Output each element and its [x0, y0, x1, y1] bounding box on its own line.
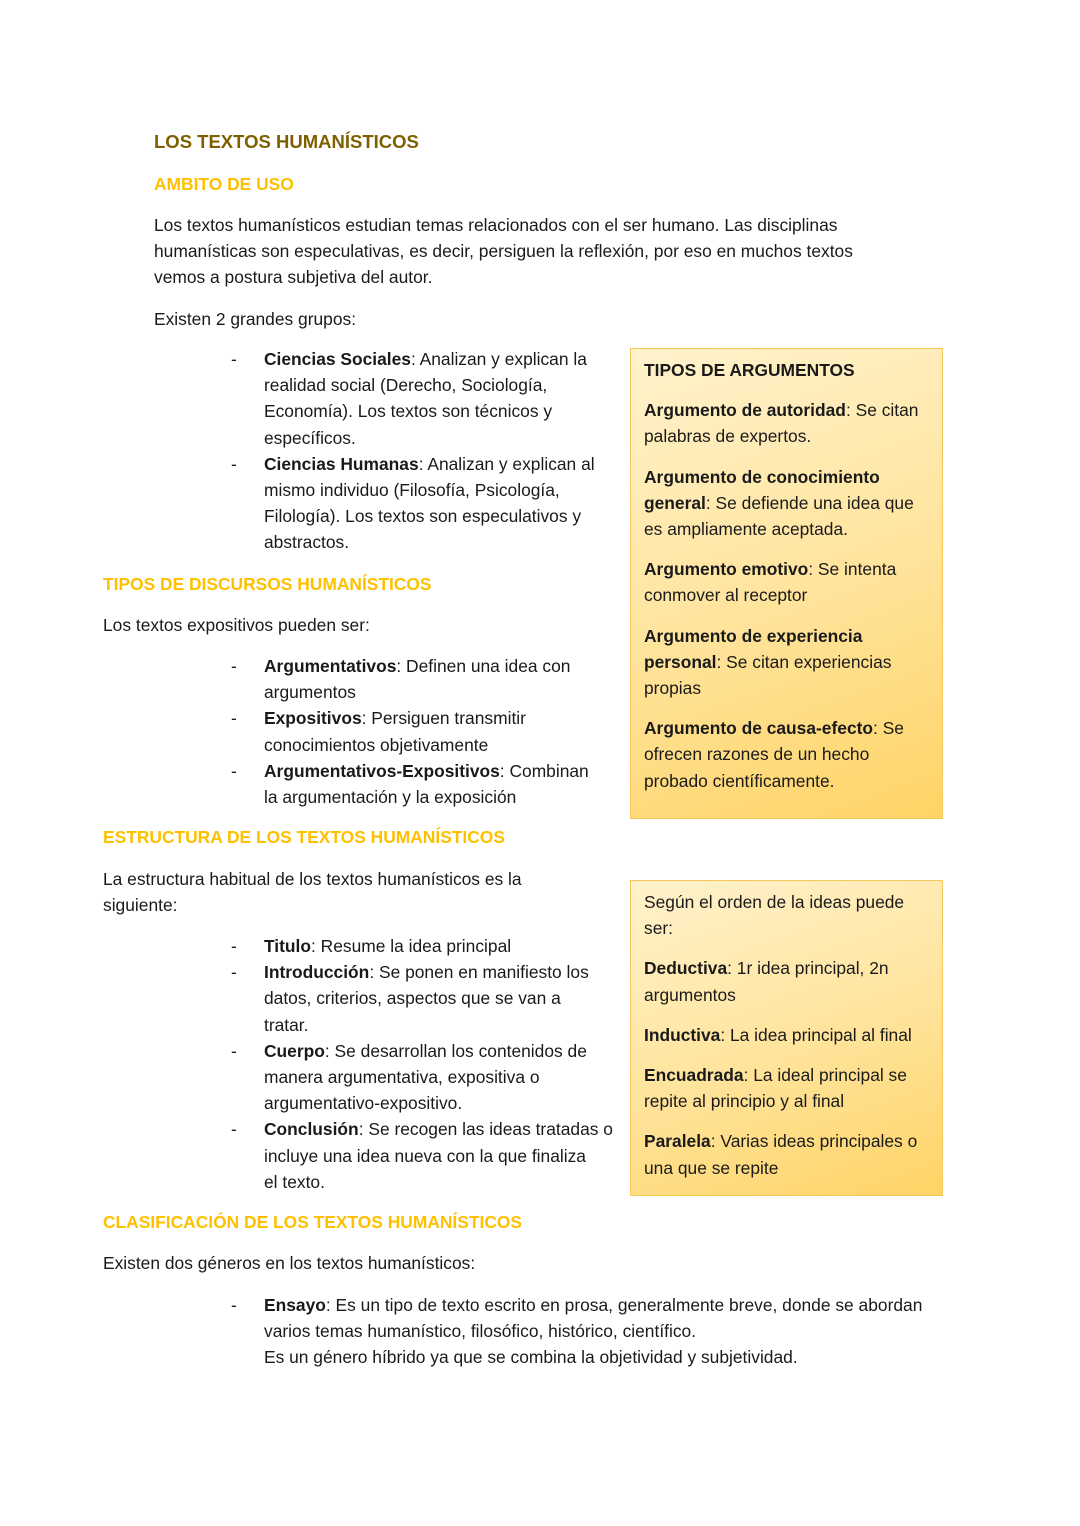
- item-term: Ciencias Humanas: [264, 453, 419, 474]
- entry-text-line: una que se repite: [644, 1157, 779, 1178]
- dash-bullet: -: [231, 1040, 237, 1061]
- dash-bullet: -: [231, 708, 237, 729]
- entry-text-line: repite al principio y al final: [644, 1091, 845, 1112]
- clasificacion-list: [231, 1292, 984, 1371]
- text-line: Los textos humanísticos estudian temas relacionados con el ser humano. Las disciplinas: [154, 215, 838, 235]
- list-item: [231, 1038, 624, 1117]
- entry-term: Argumento de experiencia: [644, 625, 863, 646]
- entry-term: Argumento emotivo: [644, 559, 809, 580]
- page-title: LOS TEXTOS HUMANÍSTICOS: [154, 131, 419, 152]
- item-text-line: Es un género híbrido ya que se combina la objetividad y subjetividad.: [264, 1347, 798, 1368]
- item-term: Titulo: [264, 936, 312, 956]
- box-heading: TIPOS DE ARGUMENTOS: [644, 360, 855, 380]
- entry-term: Argumento de autoridad: [644, 400, 846, 421]
- box-entry: [644, 1062, 929, 1114]
- item-term: Introducción: [264, 962, 370, 983]
- list-item: [231, 451, 614, 556]
- item-text: : Analizan y explican la: [410, 349, 587, 369]
- tipos-discursos-intro: Los textos expositivos pueden ser:: [103, 615, 370, 635]
- item-text-line: datos, criterios, aspectos que se van a: [264, 988, 561, 1009]
- heading-ambito: AMBITO DE USO: [154, 174, 294, 194]
- item-text-line: realidad social (Derecho, Sociología,: [264, 375, 548, 396]
- box-entry: [644, 1022, 929, 1048]
- item-text: : Combinan: [499, 760, 589, 781]
- entry-text-line: conmover al receptor: [644, 585, 808, 606]
- item-text: : Resume la idea principal: [311, 936, 512, 956]
- item-text: : Se recogen las ideas tratadas o: [358, 1119, 613, 1140]
- dash-bullet: -: [231, 349, 237, 369]
- list-item: [231, 346, 614, 451]
- text-line: vemos a postura subjetiva del autor.: [154, 267, 433, 288]
- item-text: : Es un tipo de texto escrito en prosa, generalmente breve, donde se abordan: [325, 1295, 923, 1315]
- box-entry: [644, 397, 929, 449]
- heading-estructura: ESTRUCTURA DE LOS TEXTOS HUMANÍSTICOS: [103, 827, 505, 847]
- item-text: : Analizan y explican al: [418, 453, 595, 474]
- dash-bullet: -: [231, 656, 237, 676]
- item-text-line: conocimientos objetivamente: [264, 734, 489, 755]
- item-term: Ensayo: [264, 1295, 326, 1315]
- list-item: [231, 1292, 984, 1371]
- entry-text: : Se citan: [845, 400, 919, 421]
- heading-clasificacion: CLASIFICACIÓN DE LOS TEXTOS HUMANÍSTICOS: [103, 1212, 523, 1232]
- entry-term: Inductiva: [644, 1024, 721, 1045]
- dash-bullet: -: [231, 760, 237, 781]
- entry-text: : Varias ideas principales o: [710, 1131, 918, 1152]
- list-item: [231, 758, 614, 810]
- item-text: : Se desarrollan los contenidos de: [324, 1040, 587, 1061]
- entry-text-line: propias: [644, 678, 702, 699]
- list-item: [231, 933, 624, 959]
- tipos-argumentos-box: [630, 348, 943, 819]
- entry-text-line: ofrecen razones de un hecho: [644, 744, 870, 765]
- entry-text: : 1r idea principal, 2n: [727, 958, 889, 979]
- item-text-line: argumentos: [264, 682, 356, 703]
- orden-ideas-box: [630, 880, 943, 1196]
- item-term: Ciencias Sociales: [264, 349, 411, 369]
- box-entry: [644, 556, 929, 608]
- entry-text-line: probado científicamente.: [644, 770, 835, 791]
- item-term: Argumentativos-Expositivos: [264, 760, 500, 781]
- text-line: Según el orden de la ideas puede: [644, 892, 905, 912]
- item-text: : Persiguen transmitir: [361, 708, 526, 729]
- ambito-paragraph: [154, 212, 974, 291]
- entry-text: : Se defiende una idea que: [705, 492, 914, 513]
- text-line: humanísticas son especulativas, es decir, persiguen la reflexión, por eso en muchos textos: [154, 241, 853, 262]
- clasificacion-intro: Existen dos géneros en los textos humanísticos:: [103, 1253, 476, 1273]
- entry-text: : Se intenta: [808, 559, 897, 580]
- item-text: : Se ponen en manifiesto los: [369, 962, 589, 983]
- item-term: Argumentativos: [264, 656, 397, 676]
- item-text-line: mismo individuo (Filosofía, Psicología,: [264, 480, 560, 501]
- dash-bullet: -: [231, 962, 237, 983]
- estructura-intro: [103, 866, 583, 918]
- text-line: ser:: [644, 918, 673, 939]
- entry-text: : Se citan experiencias: [716, 651, 892, 672]
- box-entry: [644, 955, 929, 1007]
- item-text-line: específicos.: [264, 427, 356, 448]
- entry-term: general: [644, 492, 706, 513]
- item-text-line: el texto.: [264, 1171, 325, 1192]
- box-entry: [644, 623, 929, 702]
- dash-bullet: -: [231, 936, 237, 956]
- entry-text: : La idea principal al final: [720, 1024, 912, 1045]
- entry-term: Paralela: [644, 1131, 711, 1152]
- item-text-line: Filología). Los textos son especulativos y: [264, 506, 582, 527]
- item-text-line: varios temas humanístico, filosófico, histórico, científico.: [264, 1321, 697, 1342]
- list-item: [231, 959, 624, 1038]
- dash-bullet: -: [231, 453, 237, 474]
- item-text-line: Economía). Los textos son técnicos y: [264, 401, 553, 422]
- dash-bullet: -: [231, 1295, 237, 1315]
- entry-term: Encuadrada: [644, 1065, 744, 1086]
- entry-text-line: palabras de expertos.: [644, 426, 812, 447]
- orden-ideas-entries: [644, 955, 929, 1180]
- item-text-line: abstractos.: [264, 532, 350, 553]
- item-text: : Definen una idea con: [396, 656, 571, 676]
- entry-text-line: argumentos: [644, 984, 736, 1005]
- entry-term: personal: [644, 651, 717, 672]
- item-text-line: argumentativo-expositivo.: [264, 1093, 463, 1114]
- box-entry: [644, 1128, 929, 1180]
- item-text-line: la argumentación y la exposición: [264, 787, 517, 808]
- entry-term: Deductiva: [644, 958, 728, 979]
- text-line: siguiente:: [103, 895, 178, 916]
- tipos-discursos-list: [231, 653, 614, 810]
- item-term: Expositivos: [264, 708, 362, 729]
- item-term: Cuerpo: [264, 1040, 325, 1061]
- estructura-list: [231, 933, 624, 1195]
- text-line: La estructura habitual de los textos humanísticos es la: [103, 869, 522, 889]
- list-item: [231, 1116, 624, 1195]
- item-term: Conclusión: [264, 1119, 359, 1140]
- entry-text: : La ideal principal se: [743, 1065, 907, 1086]
- box-entry: [644, 715, 929, 794]
- box-entry: [644, 464, 929, 543]
- entry-text-line: es ampliamente aceptada.: [644, 519, 848, 540]
- entry-term: Argumento de conocimiento: [644, 466, 880, 487]
- list-item: [231, 705, 614, 757]
- orden-intro: [644, 889, 929, 941]
- ambito-list: [231, 346, 614, 556]
- item-text-line: manera argumentativa, expositiva o: [264, 1067, 540, 1088]
- entry-text: : Se: [873, 718, 904, 739]
- item-text-line: tratar.: [264, 1014, 309, 1035]
- item-text-line: incluye una idea nueva con la que finaliza: [264, 1145, 586, 1166]
- entry-term: Argumento de causa-efecto: [644, 718, 874, 739]
- dash-bullet: -: [231, 1119, 237, 1140]
- heading-tipos-discursos: TIPOS DE DISCURSOS HUMANÍSTICOS: [103, 574, 432, 594]
- tipos-argumentos-entries: [644, 397, 929, 794]
- ambito-intro: Existen 2 grandes grupos:: [154, 309, 357, 329]
- list-item: [231, 653, 614, 705]
